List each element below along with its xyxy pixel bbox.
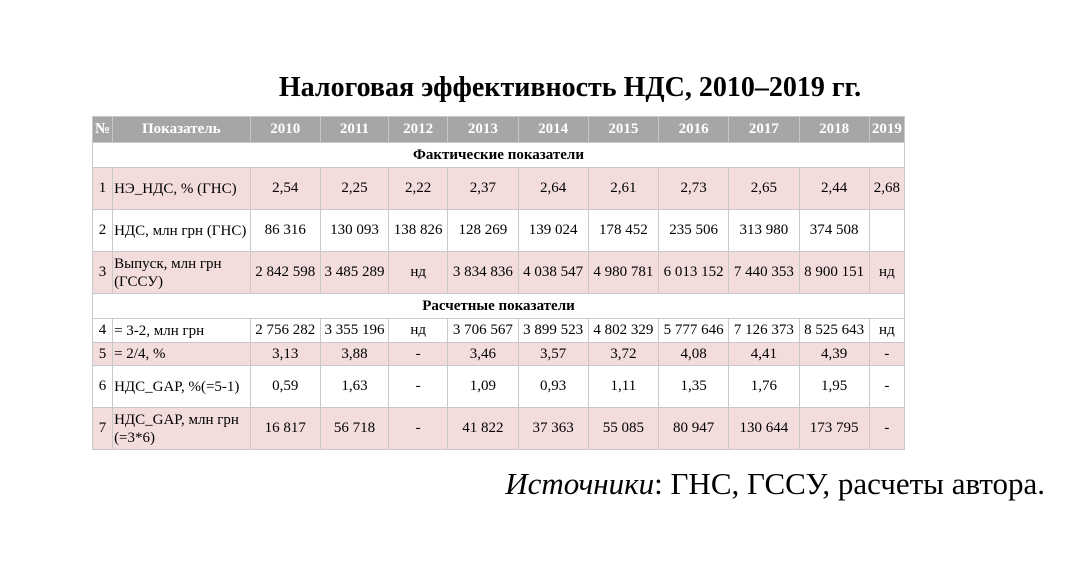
table-row (93, 408, 905, 450)
value-cell: 3,57 (518, 343, 588, 366)
value-cell: 3 355 196 (320, 319, 388, 343)
page-title: Налоговая эффективность НДС, 2010–2019 гг. (278, 72, 862, 103)
value-cell: 4 802 329 (588, 319, 658, 343)
indicator-label: НЭ_НДС, % (ГНС) (113, 168, 251, 210)
value-cell: 2,37 (448, 168, 518, 210)
value-cell: 3,46 (448, 343, 518, 366)
row-number: 3 (93, 252, 113, 294)
value-cell: 2,73 (659, 168, 729, 210)
header-cell: 2015 (588, 117, 658, 143)
section-header-row (93, 143, 905, 168)
value-cell: нд (869, 319, 904, 343)
header-cell: Показатель (113, 117, 251, 143)
row-number: 2 (93, 210, 113, 252)
header-cell: № (93, 117, 113, 143)
value-cell: 178 452 (588, 210, 658, 252)
value-cell: 4,08 (659, 343, 729, 366)
table-row (93, 252, 905, 294)
value-cell: 2,44 (799, 168, 869, 210)
table-row (93, 366, 905, 408)
source-label: Источники (505, 466, 655, 501)
value-cell: 5 777 646 (659, 319, 729, 343)
value-cell: 2,65 (729, 168, 799, 210)
value-cell: 3,88 (320, 343, 388, 366)
value-cell: 3 834 836 (448, 252, 518, 294)
value-cell: 1,11 (588, 366, 658, 408)
value-cell: - (389, 408, 448, 450)
value-cell: 2,64 (518, 168, 588, 210)
value-cell: нд (869, 252, 904, 294)
value-cell: 8 900 151 (799, 252, 869, 294)
source-note (505, 466, 1045, 502)
value-cell: 3,72 (588, 343, 658, 366)
row-number: 1 (93, 168, 113, 210)
table-row (93, 319, 905, 343)
value-cell: 0,59 (250, 366, 320, 408)
indicator-label: НДС_GAP, млн грн (=3*6) (113, 408, 251, 450)
value-cell: 4,39 (799, 343, 869, 366)
header-cell: 2018 (799, 117, 869, 143)
value-cell: 3,13 (250, 343, 320, 366)
value-cell: 2 756 282 (250, 319, 320, 343)
value-cell: 8 525 643 (799, 319, 869, 343)
table-row (93, 343, 905, 366)
value-cell: 7 126 373 (729, 319, 799, 343)
header-cell: 2010 (250, 117, 320, 143)
indicator-label: = 2/4, % (113, 343, 251, 366)
value-cell: 138 826 (389, 210, 448, 252)
row-number: 6 (93, 366, 113, 408)
value-cell: 55 085 (588, 408, 658, 450)
value-cell: 2,61 (588, 168, 658, 210)
value-cell: 7 440 353 (729, 252, 799, 294)
value-cell: 3 485 289 (320, 252, 388, 294)
value-cell: 1,95 (799, 366, 869, 408)
value-cell: 4 980 781 (588, 252, 658, 294)
value-cell: 128 269 (448, 210, 518, 252)
header-cell: 2014 (518, 117, 588, 143)
row-number: 7 (93, 408, 113, 450)
value-cell: 2,68 (869, 168, 904, 210)
indicator-label: НДС, млн грн (ГНС) (113, 210, 251, 252)
value-cell: 4 038 547 (518, 252, 588, 294)
value-cell: 313 980 (729, 210, 799, 252)
value-cell: 2 842 598 (250, 252, 320, 294)
value-cell: 2,25 (320, 168, 388, 210)
value-cell: 6 013 152 (659, 252, 729, 294)
value-cell: 2,22 (389, 168, 448, 210)
value-cell: 3 899 523 (518, 319, 588, 343)
indicator-label: НДС_GAP, %(=5-1) (113, 366, 251, 408)
value-cell: - (869, 408, 904, 450)
table-row (93, 210, 905, 252)
row-number: 4 (93, 319, 113, 343)
value-cell: нд (389, 319, 448, 343)
value-cell (869, 210, 904, 252)
value-cell: 374 508 (799, 210, 869, 252)
value-cell: 1,76 (729, 366, 799, 408)
value-cell: 1,63 (320, 366, 388, 408)
value-cell: 235 506 (659, 210, 729, 252)
indicator-label: Выпуск, млн грн (ГССУ) (113, 252, 251, 294)
value-cell: 41 822 (448, 408, 518, 450)
value-cell: 3 706 567 (448, 319, 518, 343)
value-cell: 1,09 (448, 366, 518, 408)
value-cell: - (389, 366, 448, 408)
table-row (93, 168, 905, 210)
value-cell: 2,54 (250, 168, 320, 210)
value-cell: 86 316 (250, 210, 320, 252)
value-cell: 37 363 (518, 408, 588, 450)
value-cell: 130 093 (320, 210, 388, 252)
value-cell: 1,35 (659, 366, 729, 408)
value-cell: 173 795 (799, 408, 869, 450)
vat-efficiency-table (92, 116, 905, 450)
value-cell: - (389, 343, 448, 366)
header-cell: 2017 (729, 117, 799, 143)
header-cell: 2011 (320, 117, 388, 143)
header-cell: 2016 (659, 117, 729, 143)
section-header-row (93, 294, 905, 319)
value-cell: 139 024 (518, 210, 588, 252)
value-cell: - (869, 343, 904, 366)
value-cell: 4,41 (729, 343, 799, 366)
value-cell: 130 644 (729, 408, 799, 450)
value-cell: 16 817 (250, 408, 320, 450)
table-header-row (93, 117, 905, 143)
value-cell: 80 947 (659, 408, 729, 450)
header-cell: 2019 (869, 117, 904, 143)
indicator-label: = 3-2, млн грн (113, 319, 251, 343)
source-text: : ГНС, ГССУ, расчеты автора. (654, 466, 1045, 501)
value-cell: 0,93 (518, 366, 588, 408)
header-cell: 2012 (389, 117, 448, 143)
row-number: 5 (93, 343, 113, 366)
value-cell: 56 718 (320, 408, 388, 450)
section-title: Расчетные показатели (93, 294, 905, 319)
value-cell: нд (389, 252, 448, 294)
section-title: Фактические показатели (93, 143, 905, 168)
value-cell: - (869, 366, 904, 408)
header-cell: 2013 (448, 117, 518, 143)
